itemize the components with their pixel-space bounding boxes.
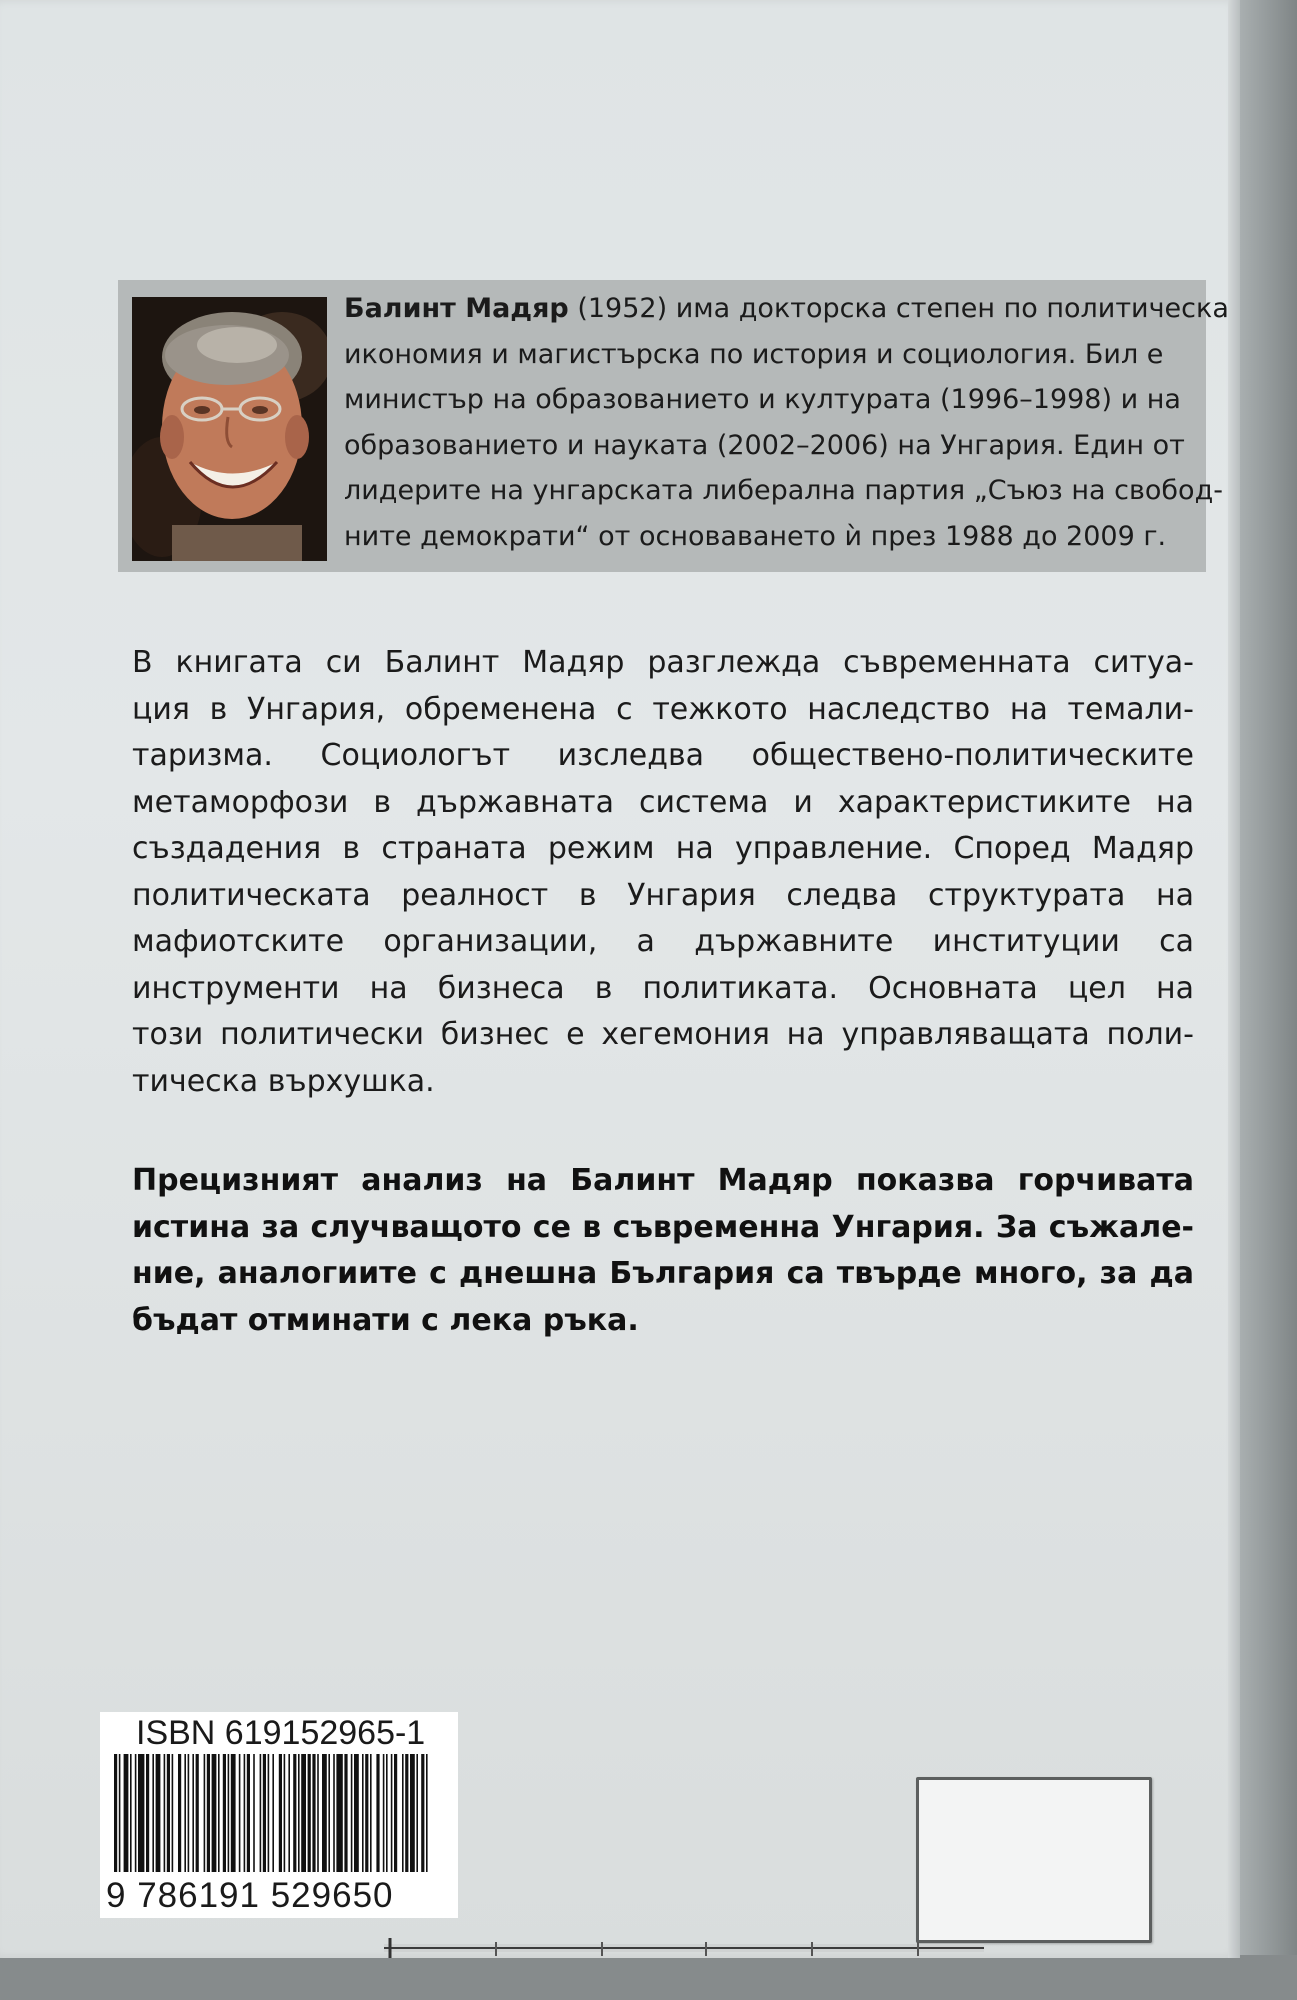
barcode-bar <box>239 1754 241 1872</box>
barcode-bar <box>244 1754 246 1872</box>
barcode-bar <box>322 1754 327 1872</box>
barcode-bar <box>119 1754 121 1872</box>
description-line: инструменти на бизнеса в политиката. Основната цел на <box>132 970 1194 1006</box>
bio-line-5: лидерите на унгарската либерална партия „Съюз на свобод- <box>344 475 1223 506</box>
barcode-bar <box>351 1754 353 1872</box>
barcode-bar <box>394 1754 397 1872</box>
barcode-bar <box>156 1754 161 1872</box>
barcode-bar <box>207 1754 210 1872</box>
barcode-bar <box>333 1754 335 1872</box>
barcode-bar <box>301 1754 306 1872</box>
barcode-bar <box>308 1754 311 1872</box>
description-line: създадения в страната режим на управление. Според Мадяр <box>132 831 1194 866</box>
barcode-bar <box>421 1754 424 1872</box>
bio-line-1-text: (1952) има докторска степен по политическа <box>568 293 1229 324</box>
barcode-bar <box>146 1754 149 1872</box>
barcode-bar <box>405 1754 408 1872</box>
barcode-bar <box>312 1754 315 1872</box>
barcode-bar <box>204 1754 206 1872</box>
barcode-bar <box>192 1754 194 1872</box>
barcode-bar <box>426 1754 428 1872</box>
barcode-bar <box>253 1754 255 1872</box>
barcode-bar <box>362 1754 364 1872</box>
barcode-bar <box>260 1754 262 1872</box>
description-line: този политически бизнес е хегемония на управляващата поли- <box>132 1017 1194 1052</box>
barcode-bar <box>370 1754 372 1872</box>
barcode-bar <box>284 1754 286 1872</box>
barcode-bar <box>391 1754 393 1872</box>
barcode-bar <box>231 1754 236 1872</box>
barcode-bar <box>247 1754 250 1872</box>
barcode-bar <box>218 1754 220 1872</box>
barcode-bar <box>138 1754 144 1872</box>
highlight-line: ние, аналогиите с днешна България са твърде много, за да <box>132 1256 1194 1291</box>
barcode-bar <box>383 1754 385 1872</box>
barcode-bar <box>188 1754 190 1872</box>
barcode-bar <box>365 1754 368 1872</box>
description-line: мафиотските организации, а държавните институции са <box>132 924 1194 959</box>
barcode-bar <box>172 1754 174 1872</box>
barcode-bar <box>212 1754 217 1872</box>
author-photo <box>132 297 327 561</box>
author-name: Балинт Мадяр <box>344 293 569 324</box>
ean-digits: 9 786191 529650 <box>106 1876 394 1915</box>
blank-price-sticker <box>916 1777 1152 1943</box>
bio-line-4: образованието и науката (2002–2006) на Унгария. Един от <box>344 429 1185 461</box>
barcode-bar <box>328 1754 330 1872</box>
barcode-bar <box>228 1754 230 1872</box>
bio-line-2: икономия и магистърска по история и социология. Бил е <box>344 338 1164 370</box>
barcode-bar <box>196 1754 199 1872</box>
barcode-bar <box>344 1754 347 1872</box>
barcode-bar <box>135 1754 137 1872</box>
description-line: таризма. Социологът изследва обществено-политическите <box>132 738 1194 773</box>
book-description <box>132 640 1194 1105</box>
barcode-bar <box>263 1754 266 1872</box>
barcode-bar <box>268 1754 270 1872</box>
barcode-bar <box>114 1754 117 1872</box>
barcode-bar <box>376 1754 379 1872</box>
barcode-bars <box>106 1754 436 1874</box>
highlight-paragraph <box>132 1158 1194 1344</box>
barcode-bar <box>152 1754 154 1872</box>
barcode-bar <box>416 1754 418 1872</box>
highlight-line: Прецизният анализ на Балинт Мадяр показва горчивата <box>132 1163 1194 1198</box>
cover-spine-edge <box>1228 0 1240 1958</box>
barcode-bar <box>164 1754 166 1872</box>
description-line: В книгата си Балинт Мадяр разглежда съвременната ситуа- <box>132 645 1194 680</box>
barcode-bar <box>298 1754 300 1872</box>
author-bio <box>344 286 1229 559</box>
description-line: ция в Унгария, обременена с тежкото наследство на темали- <box>132 691 1194 727</box>
barcode-bar <box>317 1754 319 1872</box>
description-line: политическата реалност в Унгария следва структурата на <box>132 877 1194 913</box>
bio-line-1 <box>344 286 1229 332</box>
bio-line-6: ните демократи“ от основаването ѝ през 1988 до 2009 г. <box>344 520 1167 552</box>
barcode-bar <box>402 1754 404 1872</box>
highlight-line: бъдат отминати с лека ръка. <box>132 1302 639 1338</box>
barcode-bar <box>336 1754 342 1872</box>
background-surface-right <box>1240 0 1297 2000</box>
barcode-bar <box>178 1754 181 1872</box>
highlight-line: истина за случващото се в съвременна Унгария. За съжале- <box>132 1209 1194 1245</box>
barcode-bar <box>386 1754 388 1872</box>
barcode-bar <box>223 1754 226 1872</box>
barcode-bar <box>293 1754 296 1872</box>
barcode-bar <box>410 1754 415 1872</box>
barcode-bar <box>130 1754 132 1872</box>
barcode-bar <box>167 1754 170 1872</box>
barcode-bar <box>124 1754 129 1872</box>
author-portrait-image <box>132 297 327 561</box>
isbn-text: ISBN 619152965-1 <box>136 1714 426 1752</box>
barcode-bar <box>279 1754 282 1872</box>
ruler-strip <box>384 1938 984 1958</box>
description-line: метаморфози в държавната система и характеристиките на <box>132 784 1194 820</box>
bio-line-3: министър на образованието и културата (1996–1998) и на <box>344 384 1181 415</box>
barcode-bar <box>184 1754 186 1872</box>
barcode-bar <box>354 1754 359 1872</box>
barcode-bar <box>272 1754 274 1872</box>
barcode-bar <box>288 1754 290 1872</box>
description-line: тическа върхушка. <box>132 1063 435 1099</box>
background-surface-bottom <box>0 1955 1297 2000</box>
